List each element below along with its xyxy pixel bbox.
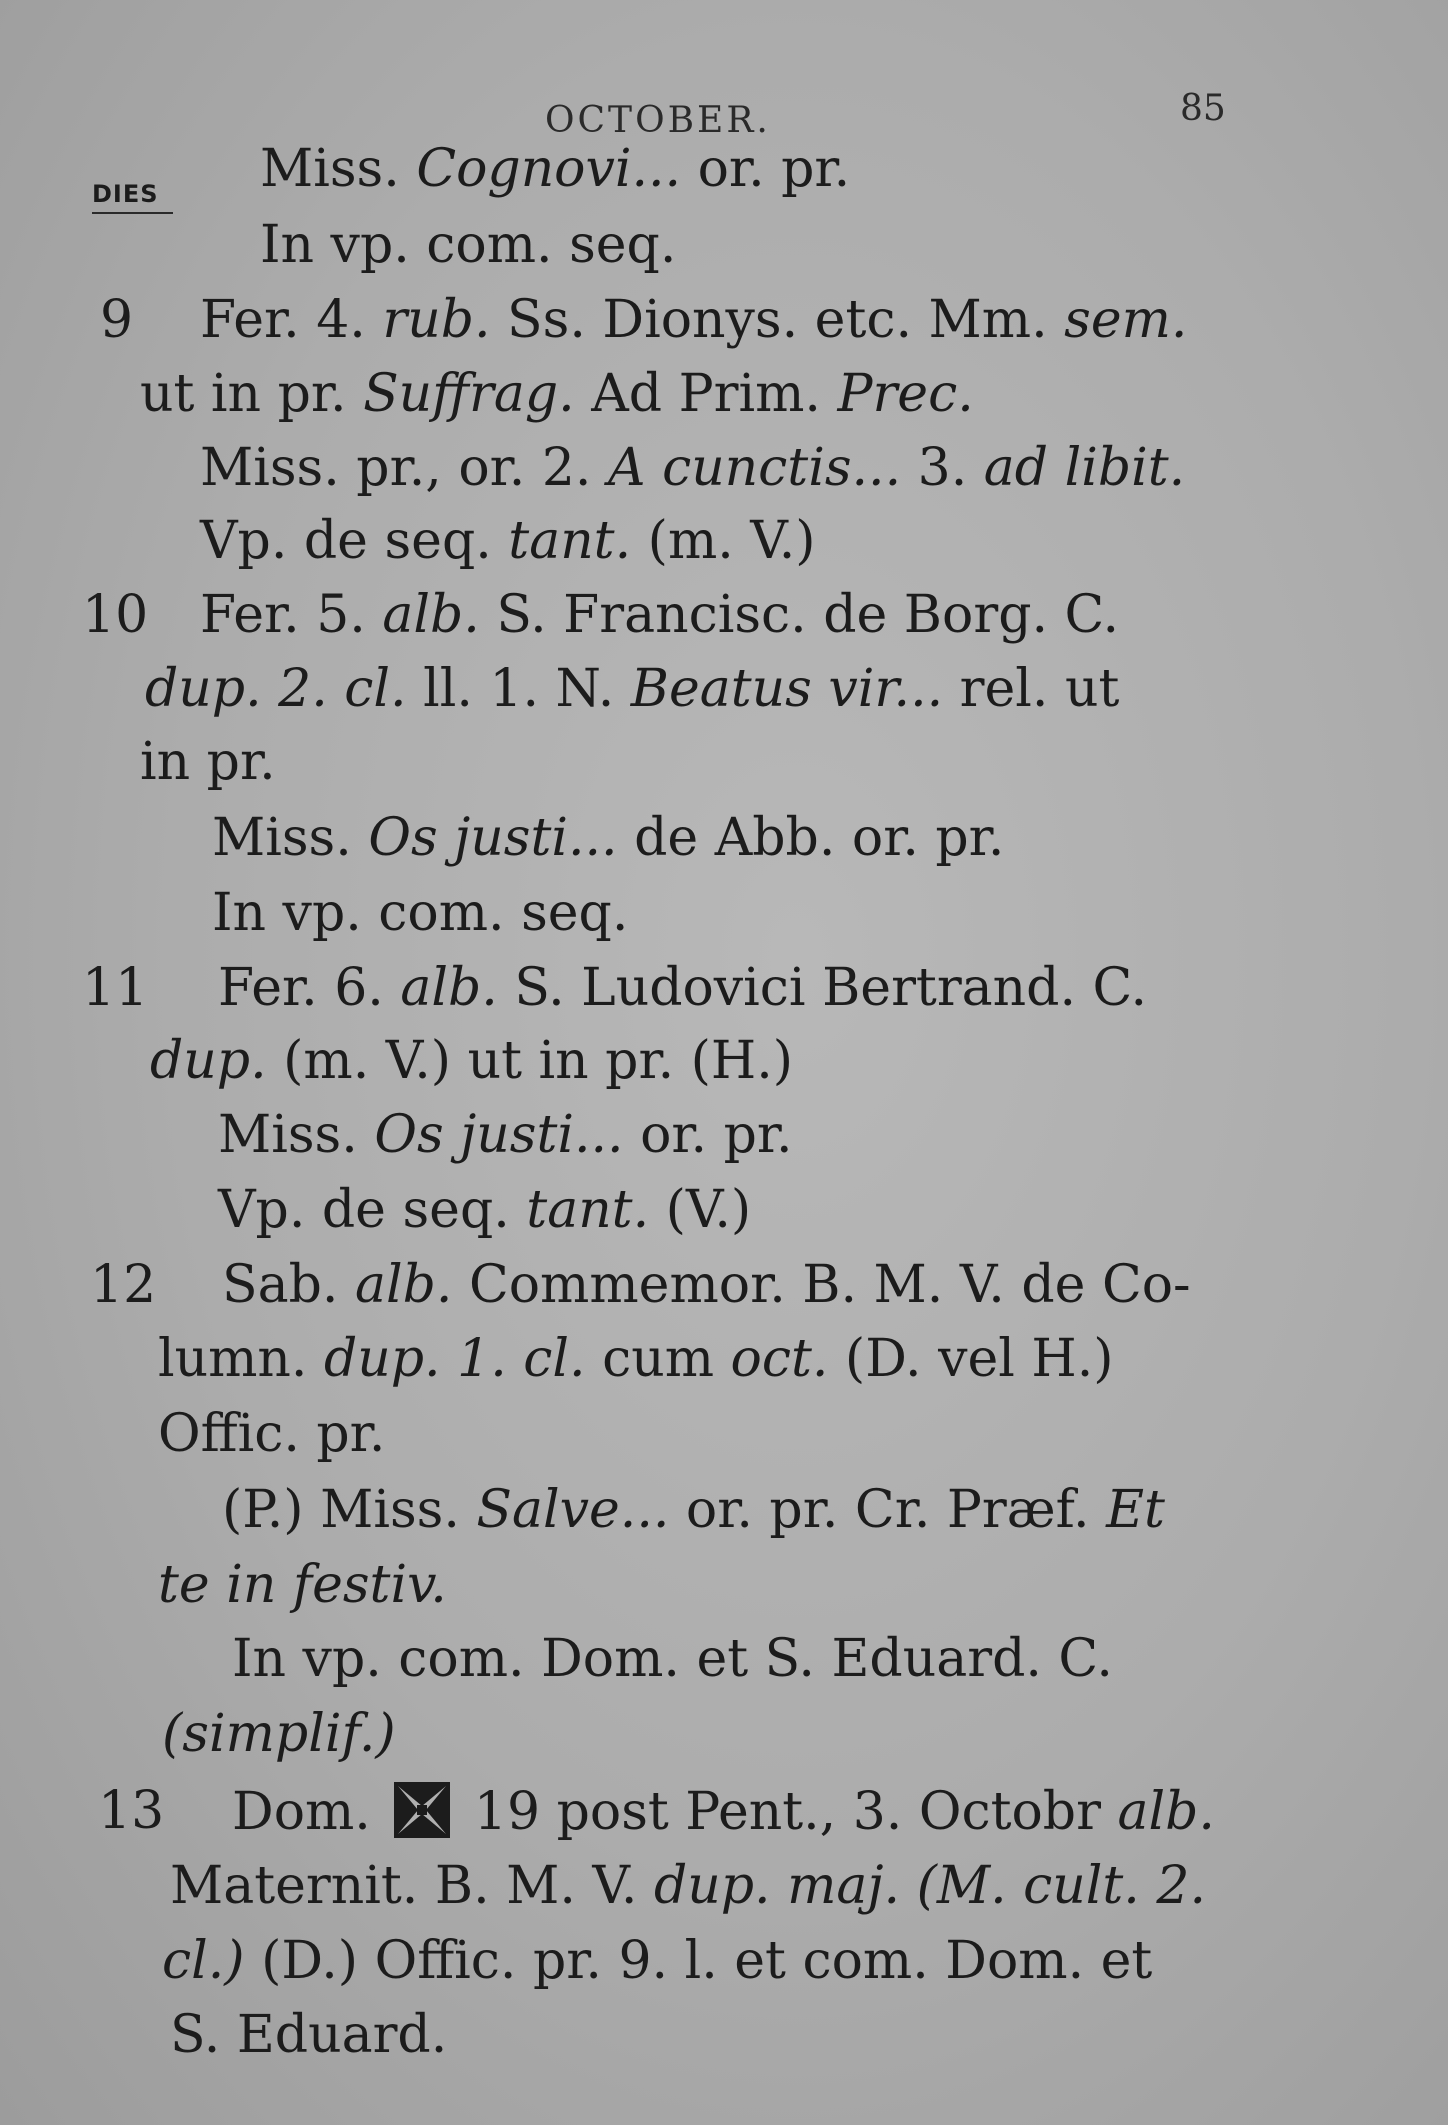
- italic-text: ad libit.: [983, 438, 1186, 498]
- text-line: dup. 2. cl. ll. 1. N. Beatus vir... rel. ut: [145, 659, 1120, 719]
- text-line: In vp. com. Dom. et S. Eduard. C.: [232, 1629, 1113, 1689]
- text-line: Vp. de seq. tant. (m. V.): [200, 511, 816, 571]
- italic-text: cl.): [162, 1931, 245, 1991]
- text-line: [158, 1555, 447, 1615]
- text-line: ut in pr. Suffrag. Ad Prim. Prec.: [140, 364, 974, 424]
- italic-text: Os justi...: [368, 808, 618, 868]
- column-label: DIES: [92, 180, 173, 214]
- italic-text: Beatus vir...: [630, 659, 944, 719]
- text-line: Miss. Os justi... de Abb. or. pr.: [212, 808, 1005, 868]
- day-number: 9: [100, 290, 134, 350]
- italic-text: dup. 1. cl.: [323, 1329, 586, 1389]
- running-header: OCTOBER.: [545, 100, 771, 141]
- text-line: Maternit. B. M. V. dup. maj. (M. cult. 2.: [170, 1856, 1206, 1916]
- text-line: Fer. 4. rub. Ss. Dionys. etc. Mm. sem.: [200, 290, 1188, 350]
- italic-text: dup.: [150, 1031, 267, 1091]
- text-line: Dom. 19 post Pent., 3. Octobr alb.: [232, 1782, 1215, 1842]
- text-line: Miss. pr., or. 2. A cunctis... 3. ad libit.: [200, 438, 1186, 498]
- text-line: Miss. Os justi... or. pr.: [218, 1105, 793, 1165]
- text-line: In vp. com. seq.: [260, 215, 677, 275]
- italic-text: alb.: [1117, 1782, 1215, 1842]
- text-line: Miss. Cognovi... or. pr.: [260, 139, 851, 199]
- text-line: Vp. de seq. tant. (V.): [218, 1180, 752, 1240]
- text-line: [162, 1704, 396, 1764]
- italic-text: Cognovi...: [416, 139, 682, 199]
- italic-text: dup. 2. cl.: [145, 659, 407, 719]
- italic-text: sem.: [1064, 290, 1188, 350]
- page-number: 85: [1180, 88, 1226, 129]
- italic-text: te in festiv.: [158, 1555, 447, 1615]
- italic-text: Prec.: [837, 364, 974, 424]
- day-number: 12: [90, 1255, 157, 1315]
- italic-text: Salve...: [476, 1480, 670, 1540]
- text-line: S. Eduard.: [170, 2005, 448, 2065]
- italic-text: alb.: [382, 585, 480, 645]
- text-line: cl.) (D.) Offic. pr. 9. l. et com. Dom. et: [162, 1931, 1153, 1991]
- italic-text: Os justi...: [374, 1105, 624, 1165]
- italic-text: Et: [1106, 1480, 1165, 1540]
- text-line: in pr.: [140, 732, 276, 792]
- italic-text: (simplif.): [162, 1704, 396, 1764]
- italic-text: alb.: [354, 1255, 453, 1315]
- text-line: lumn. dup. 1. cl. cum oct. (D. vel H.): [158, 1329, 1114, 1389]
- text-line: Offic. pr.: [158, 1404, 386, 1464]
- italic-text: alb.: [400, 958, 498, 1018]
- text-line: Sab. alb. Commemor. B. M. V. de Co-: [222, 1255, 1191, 1315]
- text-line: Fer. 5. alb. S. Francisc. de Borg. C.: [200, 585, 1119, 645]
- italic-text: dup. maj. (M. cult. 2.: [653, 1856, 1206, 1916]
- italic-text: A cunctis...: [607, 438, 902, 498]
- maltese-cross-icon: [393, 1781, 451, 1839]
- day-number: 10: [82, 585, 149, 645]
- italic-text: oct.: [730, 1329, 829, 1389]
- text-line: In vp. com. seq.: [212, 883, 629, 943]
- text-line: (P.) Miss. Salve... or. pr. Cr. Præf. Et: [222, 1480, 1165, 1540]
- italic-text: rub.: [382, 290, 491, 350]
- day-number: 13: [98, 1781, 165, 1841]
- italic-text: tant.: [526, 1180, 650, 1240]
- text-line: Fer. 6. alb. S. Ludovici Bertrand. C.: [218, 958, 1147, 1018]
- day-number: 11: [82, 958, 149, 1018]
- text-line: dup. (m. V.) ut in pr. (H.): [150, 1031, 794, 1091]
- italic-text: tant.: [508, 511, 632, 571]
- italic-text: Suffrag.: [363, 364, 575, 424]
